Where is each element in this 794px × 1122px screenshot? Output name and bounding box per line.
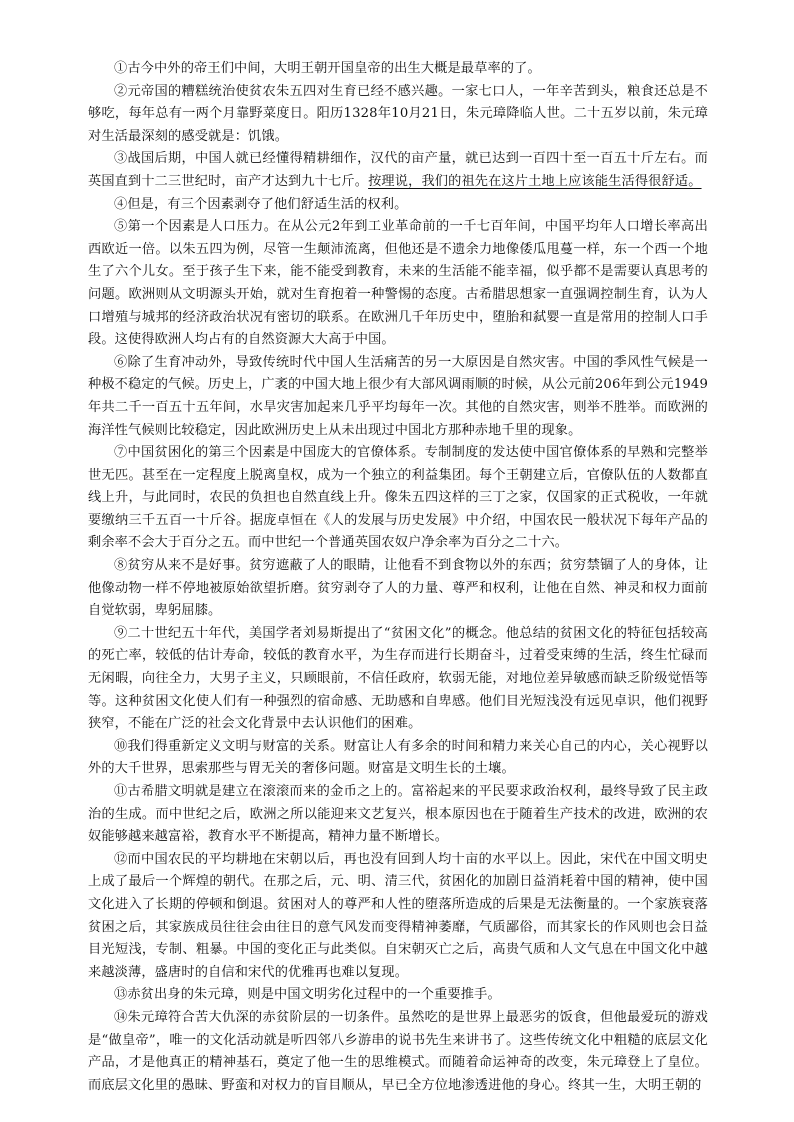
paragraph-8 [88, 555, 708, 623]
paragraph-14 [88, 1007, 708, 1097]
paragraph-9 [88, 623, 708, 736]
paragraph-number: ⑨ [114, 625, 128, 641]
paragraph-7 [88, 442, 708, 555]
paragraph-number: ⑩ [114, 738, 128, 754]
paragraph-11 [88, 781, 708, 849]
paragraph-3 [88, 148, 708, 193]
paragraph-4 [88, 194, 708, 217]
paragraph-10 [88, 736, 708, 781]
paragraph-12 [88, 849, 708, 985]
paragraph-5 [88, 216, 708, 352]
paragraph-number: ⑬ [114, 987, 128, 1003]
paragraph-text: 古希腊文明就是建立在滚滚而来的金币之上的。富裕起来的平民要求政治权利，最终导致了民主政治的生成。而中世纪之后，欧洲之所以能迎来文艺复兴，根本原因也在于随着生产技术的改进，欧洲的农奴能够越来越富裕，教育水平不断提高，精神力量不断增长。 [88, 784, 708, 845]
paragraph-text: 中国贫困化的第三个因素是中国庞大的官僚体系。专制制度的发达使中国官僚体系的早熟和完整举世无匹。甚至在一定程度上脱离皇权，成为一个独立的利益集团。每个王朝建立后，官僚队伍的人数都直线上升，与此同时，农民的负担也自然直线上升。像朱五四这样的三丁之家，仅国家的正式税收，一年就要缴纳三千五百一十斤谷。据庞卓恒在《人的发展与历史发展》中介绍，中国农民一般状况下每年产品的剩余率不会大于百分之五。而中世纪一个普通英国农奴户净余率为百分之二十六。 [88, 445, 708, 551]
paragraph-6 [88, 352, 708, 442]
paragraph-number: ⑥ [114, 354, 128, 370]
paragraph-text: 朱元璋符合苦大仇深的赤贫阶层的一切条件。虽然吃的是世界上最恶劣的饭食，但他最爱玩的游戏是“做皇帝”，唯一的文化活动就是听四邻八乡游串的说书先生来讲书了。这些传统文化中粗糙的底层文化产品，才是他真正的精神基石，奠定了他一生的思维模式。而随着命运神奇的改变，朱元璋登上了皇位。而底层文化里的愚昧、野蛮和对权力的盲目顺从，早已全方位地渗透进他的身心。终其一生，大明王朝的 [88, 1009, 708, 1093]
paragraph-text: 元帝国的糟糕统治使贫农朱五四对生育已经不感兴趣。一家七口人，一年辛苦到头，粮食还总是不够吃，每年总有一两个月靠野菜度日。阳历1328年10月21日，朱元璋降临人世。二十五岁以前，朱元璋对生活最深刻的感受就是：饥饿。 [88, 83, 708, 144]
article-body [88, 58, 708, 1097]
paragraph-text: 赤贫出身的朱元璋，则是中国文明劣化过程中的一个重要推手。 [127, 987, 501, 1003]
paragraph-13 [88, 984, 708, 1007]
paragraph-number: ⑧ [114, 558, 128, 574]
paragraph-number: ⑫ [114, 851, 128, 867]
paragraph-number: ⑦ [114, 445, 128, 461]
paragraph-text: 而中国农民的平均耕地在宋朝以后，再也没有回到人均十亩的水平以上。因此，宋代在中国文明史上成了最后一个辉煌的朝代。在那之后，元、明、清三代，贫困化的加剧日益消耗着中国的精神，使中国文化进入了长期的停顿和倒退。贫困对人的尊严和人性的堕落所造成的后果是无法衡量的。一个家族衰落贫困之后，其家族成员往往会由往日的意气风发而变得精神萎靡，气质鄙俗，而其家长的作风则也会日益目光短浅，专制、粗暴。中国的变化正与此类似。自宋朝灭亡之后，高贵气质和人文气息在中国文化中越来越淡薄，盛唐时的自信和宋代的优雅再也难以复现。 [88, 851, 708, 980]
paragraph-text: 二十世纪五十年代，美国学者刘易斯提出了“贫困文化”的概念。他总结的贫困文化的特征包括较高的死亡率，较低的估计寿命，较低的教育水平，为生存而进行长期奋斗，过着受束缚的生活，终生忙碌而无闲暇，向往全力，大男子主义，只顾眼前，不信任政府，软弱无能，对地位差异敏感而缺乏阶级觉悟等等。这种贫困文化使人们有一种强烈的宿命感、无助感和自卑感。他们目光短浅没有远见卓识，他们视野狭窄，不能在广泛的社会文化背景中去认识他们的困难。 [88, 625, 708, 732]
paragraph-text: 除了生育冲动外，导致传统时代中国人生活痛苦的另一大原因是自然灾害。中国的季风性气候是一种极不稳定的气候。历史上，广袤的中国大地上很少有大部风调雨顺的时候，从公元前206年到公元1949年共二千一百五十五年间，水旱灾害加起来几乎平均每年一次。其他的自然灾害，则举不胜举。而欧洲的海洋性气候则比较稳定，因此欧洲历史上从未出现过中国北方那种赤地千里的现象。 [88, 354, 708, 438]
paragraph-text: 我们得重新定义文明与财富的关系。财富让人有多余的时间和精力来关心自己的内心，关心视野以外的大千世界，思索那些与胃无关的奢侈问题。财富是文明生长的土壤。 [88, 738, 708, 777]
underlined-sentence: 按理说，我们的祖先在这片土地上应该能生活得很舒适。 [368, 173, 702, 189]
paragraph-1 [88, 58, 708, 81]
paragraph-2 [88, 81, 708, 149]
paragraph-text: 战国后期，中国人就已经懂得精耕细作，汉代的亩产量，就已达到一百四十至一百五十斤左右。而英国直到十二三世纪时，亩产才达到九十七斤。 [88, 151, 708, 189]
paragraph-number: ⑤ [114, 219, 128, 235]
paragraph-text: 贫穷从来不是好事。贫穷遮蔽了人的眼睛，让他看不到食物以外的东西；贫穷禁锢了人的身体，让他像动物一样不停地被原始欲望折磨。贫穷剥夺了人的力量、尊严和权利，让他在自然、神灵和权力面前自觉软弱，卑躬屈膝。 [88, 558, 708, 619]
paragraph-number: ② [114, 83, 128, 99]
paragraph-number: ④ [114, 196, 128, 212]
paragraph-text: 第一个因素是人口压力。在从公元2年到工业革命前的一千七百年间，中国平均年人口增长率高出西欧近一倍。以朱五四为例，尽管一生颠沛流离，但他还是不遗余力地像倭瓜甩蔓一样，东一个西一个地生了六个儿女。至于孩子生下来，能不能受到教育，未来的生活能不能幸福，似乎都不是需要认真思考的问题。欧洲则从文明源头开始，就对生育抱着一种警惕的态度。古希腊思想家一直强调控制生育，认为人口增殖与城邦的经济政治状况有密切的联系。在欧洲几千年历史中，堕胎和弑婴一直是常用的控制人口手段。这使得欧洲人均占有的自然资源大大高于中国。 [88, 219, 708, 348]
paragraph-number: ① [114, 61, 128, 76]
paragraph-number: ③ [114, 151, 128, 167]
paragraph-text: 古今中外的帝王们中间，大明王朝开国皇帝的出生大概是最草率的了。 [127, 61, 541, 76]
paragraph-number: ⑪ [114, 784, 128, 799]
paragraph-number: ⑭ [114, 1009, 128, 1025]
paragraph-text: 但是，有三个因素剥夺了他们舒适生活的权利。 [127, 196, 408, 212]
